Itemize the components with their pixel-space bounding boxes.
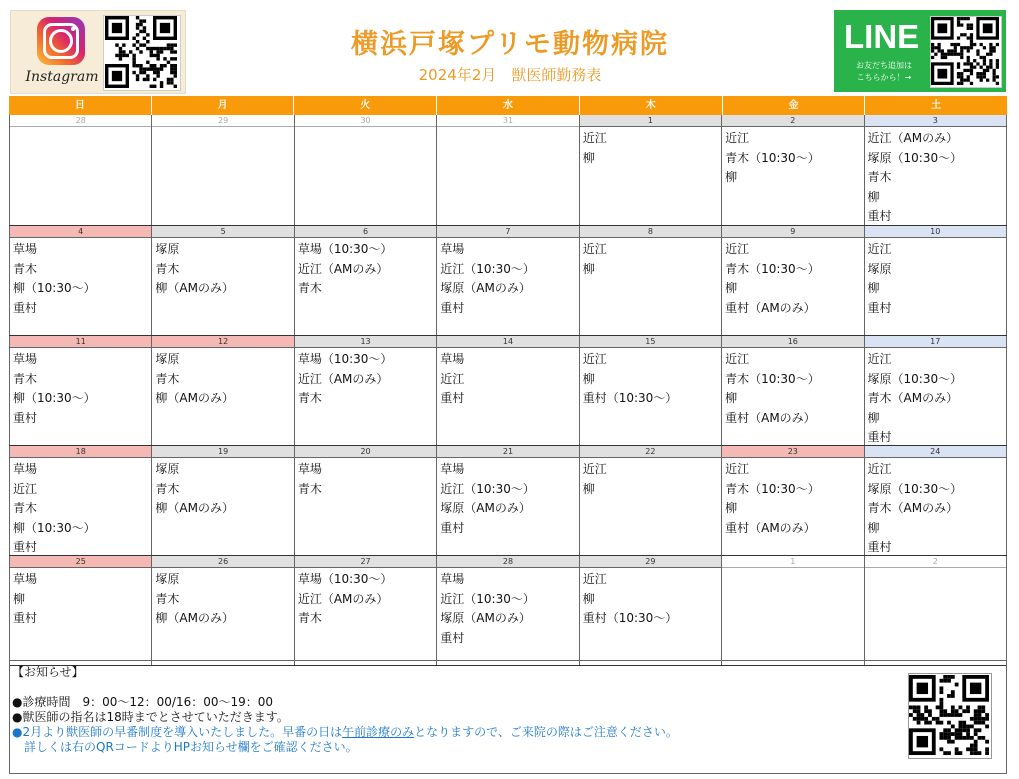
doctor-entry: 柳 <box>725 281 738 295</box>
day-number: 26 <box>152 556 293 568</box>
calendar-day <box>295 446 437 555</box>
calendar-day <box>295 115 437 225</box>
weekday-label: 水 <box>437 96 580 115</box>
day-number: 12 <box>152 336 293 348</box>
doctor-list <box>580 568 721 629</box>
day-number: 7 <box>437 226 578 238</box>
doctor-list <box>580 238 721 279</box>
day-number: 28 <box>437 556 578 568</box>
doctor-entry: 青木 <box>297 391 322 405</box>
doctor-entry: 青木（10:30～） <box>725 481 820 496</box>
calendar-week <box>9 556 1007 666</box>
doctor-entry: 青木（10:30～） <box>725 371 820 386</box>
doctor-entry: 青木（10:30～） <box>725 261 820 276</box>
doctor-entry: 柳 <box>582 371 595 386</box>
calendar-day <box>152 115 294 225</box>
doctor-list <box>722 458 863 538</box>
calendar-day <box>9 336 152 445</box>
weekday-label: 土 <box>931 100 942 111</box>
doctor-entry: 草場 <box>440 242 465 256</box>
day-number: 19 <box>152 446 293 458</box>
doctor-entry: 重村 <box>440 520 465 535</box>
day-number: 30 <box>295 115 436 127</box>
day-number: 16 <box>722 336 863 348</box>
day-number: 20 <box>295 446 436 458</box>
calendar-day <box>580 226 722 335</box>
day-number: 22 <box>580 446 721 458</box>
doctor-entry: 近江（10:30～） <box>440 591 535 606</box>
doctor-entry: 近江 <box>582 352 607 366</box>
weekday-label: 日 <box>9 96 152 115</box>
day-number: 29 <box>152 115 293 127</box>
calendar-day <box>865 115 1007 225</box>
homepage-qr-code[interactable] <box>908 673 992 759</box>
calendar-day <box>437 115 579 225</box>
day-number: 8 <box>580 226 721 238</box>
doctor-entry: 重村 <box>440 300 465 315</box>
doctor-entry: 重村 <box>867 209 892 223</box>
doctor-list <box>865 568 1006 570</box>
calendar-day <box>865 556 1007 665</box>
doctor-entry: 近江 <box>725 242 750 256</box>
doctor-entry: 重村 <box>867 430 892 444</box>
calendar-week <box>9 115 1007 226</box>
page-title: 横浜戸塚プリモ動物病院 <box>351 29 669 60</box>
day-number: 25 <box>10 556 151 568</box>
doctor-entry: 柳 <box>867 520 880 535</box>
calendar-day <box>580 446 722 555</box>
notice-hours: ●診療時間 9：00～12：00/16：00～19：00 <box>12 695 274 709</box>
calendar-week <box>9 446 1007 556</box>
notice-heading: 【お知らせ】 <box>12 665 84 679</box>
doctor-entry: 近江（AMのみ） <box>867 131 959 145</box>
duty-calendar <box>9 96 1007 666</box>
doctor-list <box>722 127 863 188</box>
calendar-day <box>580 556 722 665</box>
page-subtitle: 2024年2月 獣医師勤務表 <box>418 66 602 84</box>
line-qr-code[interactable] <box>930 16 1002 88</box>
doctor-entry: 近江（10:30～） <box>440 261 535 276</box>
doctor-list <box>295 568 436 629</box>
doctor-entry: 近江 <box>725 352 750 366</box>
doctor-entry: 近江（10:30～） <box>440 481 535 496</box>
day-number: 13 <box>295 336 436 348</box>
doctor-entry: 草場（10:30～） <box>297 572 393 586</box>
doctor-list <box>722 238 863 318</box>
day-number: 3 <box>865 115 1006 127</box>
doctor-list <box>437 238 578 318</box>
doctor-entry: 柳 <box>867 281 880 295</box>
doctor-entry: 塚原（10:30～） <box>867 481 963 496</box>
notice-details: 詳しくは右のQRコードよりHPお知らせ欄をご確認ください。 <box>12 740 358 754</box>
calendar-day <box>9 115 152 225</box>
doctor-entry: 柳 <box>582 261 595 276</box>
doctor-list <box>722 348 863 428</box>
doctor-entry: 青木 <box>297 281 322 295</box>
doctor-entry: 青木 <box>297 481 322 496</box>
doctor-list <box>152 568 293 629</box>
day-number: 11 <box>10 336 151 348</box>
day-number: 15 <box>580 336 721 348</box>
doctor-entry: 柳（AMのみ） <box>155 501 234 515</box>
calendar-day <box>722 115 864 225</box>
doctor-entry: 重村 <box>440 630 465 645</box>
doctor-entry: 重村 <box>867 540 892 554</box>
doctor-list <box>865 238 1006 318</box>
day-number: 9 <box>722 226 863 238</box>
doctor-list <box>10 568 151 629</box>
day-number: 5 <box>152 226 293 238</box>
doctor-entry: 近江 <box>582 462 607 476</box>
calendar-week <box>9 336 1007 446</box>
doctor-entry: 重村（AMのみ） <box>725 520 816 535</box>
doctor-entry: 近江 <box>440 371 465 386</box>
doctor-entry: 青木（10:30～） <box>725 150 820 165</box>
doctor-entry: 青木（AMのみ） <box>867 501 959 515</box>
doctor-entry: 塚原（AMのみ） <box>440 501 531 515</box>
doctor-list <box>580 127 721 168</box>
notice-am-only: 午前診療のみ <box>342 725 415 739</box>
weekday-label: 火 <box>294 96 437 115</box>
doctor-entry: 青木（AMのみ） <box>867 391 959 405</box>
doctor-entry: 柳（AMのみ） <box>155 391 234 405</box>
doctor-entry: 草場 <box>13 242 38 256</box>
doctor-entry: 塚原 <box>867 261 892 276</box>
doctor-entry: 近江 <box>13 481 38 496</box>
doctor-entry: 塚原（AMのみ） <box>440 611 531 625</box>
calendar-day <box>295 336 437 445</box>
calendar-day <box>295 226 437 335</box>
calendar-day <box>437 226 579 335</box>
doctor-entry: 近江 <box>725 131 750 145</box>
doctor-entry: 青木 <box>155 591 180 606</box>
calendar-day <box>9 446 152 555</box>
day-number: 4 <box>10 226 151 238</box>
weekday-label: 木 <box>580 96 723 115</box>
day-number: 21 <box>437 446 578 458</box>
weekday-label: 月 <box>152 96 295 115</box>
calendar-day <box>9 226 152 335</box>
doctor-entry: 近江 <box>582 572 607 586</box>
doctor-entry: 青木 <box>13 501 38 515</box>
doctor-entry: 柳 <box>582 591 595 606</box>
doctor-entry: 草場（10:30～） <box>297 242 393 256</box>
doctor-entry: 草場 <box>440 462 465 476</box>
calendar-day <box>152 226 294 335</box>
doctor-entry: 青木 <box>155 371 180 386</box>
doctor-entry: 草場 <box>440 352 465 366</box>
calendar-day <box>722 446 864 555</box>
day-number: 18 <box>10 446 151 458</box>
line-banner[interactable] <box>834 10 1006 92</box>
instagram-qr-code[interactable] <box>103 15 181 91</box>
doctor-entry: 塚原（10:30～） <box>867 371 963 386</box>
doctor-list <box>437 458 578 538</box>
calendar-day <box>152 556 294 665</box>
day-number: 17 <box>865 336 1006 348</box>
doctor-entry: 塚原 <box>155 572 180 586</box>
doctor-list <box>437 127 578 129</box>
doctor-list <box>580 458 721 499</box>
doctor-list <box>437 568 578 648</box>
doctor-entry: 柳 <box>13 591 26 606</box>
doctor-entry: 柳 <box>582 481 595 496</box>
doctor-entry: 重村（10:30～） <box>582 611 678 625</box>
doctor-entry: 近江（AMのみ） <box>297 261 389 276</box>
day-number: 6 <box>295 226 436 238</box>
doctor-list <box>295 458 436 499</box>
doctor-entry: 塚原 <box>155 242 180 256</box>
doctor-entry: 柳 <box>867 410 880 425</box>
doctor-entry: 青木 <box>13 261 38 276</box>
doctor-entry: 近江 <box>867 352 892 366</box>
doctor-list <box>865 127 1006 225</box>
doctor-list <box>295 127 436 129</box>
doctor-entry: 近江 <box>582 242 607 256</box>
doctor-entry: 重村 <box>13 300 38 315</box>
doctor-entry: 柳（AMのみ） <box>155 611 234 625</box>
doctor-entry: 柳 <box>725 170 738 184</box>
doctor-entry: 近江 <box>867 242 892 256</box>
doctor-list <box>722 568 863 570</box>
doctor-entry: 重村 <box>867 300 892 315</box>
calendar-day <box>9 556 152 665</box>
doctor-entry: 重村 <box>440 391 465 405</box>
calendar-day <box>865 446 1007 555</box>
doctor-entry: 草場 <box>440 572 465 586</box>
day-number: 1 <box>722 556 863 568</box>
doctor-entry: 近江（AMのみ） <box>297 371 389 386</box>
day-number: 28 <box>10 115 151 127</box>
calendar-week <box>9 226 1007 336</box>
doctor-entry: 塚原（AMのみ） <box>440 281 531 295</box>
doctor-list <box>152 127 293 129</box>
doctor-entry: 青木 <box>13 371 38 386</box>
doctor-list <box>10 458 151 555</box>
doctor-list <box>865 348 1006 445</box>
doctor-list <box>152 458 293 519</box>
notice-nomination: ●獣医師の指名は18時までとさせていただきます。 <box>12 710 289 724</box>
doctor-entry: 青木 <box>297 611 322 625</box>
doctor-list <box>865 458 1006 555</box>
calendar-day <box>437 336 579 445</box>
calendar-day <box>295 556 437 665</box>
calendar-day <box>865 336 1007 445</box>
doctor-entry: 近江（AMのみ） <box>297 591 389 606</box>
calendar-weeks <box>9 115 1007 666</box>
day-number: 23 <box>722 446 863 458</box>
day-number: 31 <box>437 115 578 127</box>
doctor-entry: 柳（10:30～） <box>13 391 96 405</box>
doctor-entry: 重村 <box>13 540 38 554</box>
doctor-entry: 草場 <box>13 572 38 586</box>
doctor-entry: 草場 <box>13 462 38 476</box>
calendar-day <box>580 115 722 225</box>
doctor-entry: 近江 <box>582 131 607 145</box>
doctor-entry: 草場 <box>13 352 38 366</box>
doctor-list <box>152 348 293 409</box>
doctor-list <box>437 348 578 409</box>
doctor-entry: 近江 <box>867 462 892 476</box>
doctor-entry: 柳 <box>867 189 880 204</box>
calendar-day <box>580 336 722 445</box>
day-number: 1 <box>580 115 721 127</box>
doctor-entry: 柳（AMのみ） <box>155 281 234 295</box>
doctor-entry: 柳 <box>725 501 738 515</box>
doctor-entry: 青木 <box>867 170 892 184</box>
notice-box <box>9 660 1007 774</box>
doctor-list <box>295 348 436 409</box>
day-number: 29 <box>580 556 721 568</box>
instagram-banner[interactable] <box>10 10 186 94</box>
weekday-label: 金 <box>723 96 866 115</box>
day-number: 2 <box>865 556 1006 568</box>
doctor-entry: 塚原 <box>155 352 180 366</box>
doctor-entry: 近江 <box>725 462 750 476</box>
day-number: 10 <box>865 226 1006 238</box>
calendar-day <box>152 336 294 445</box>
notice-early-shift: ●2月より獣医師の早番制度を導入いたしました。早番の日は午前診療のみとなりますので、ご来院の際はご注意ください。 <box>12 725 678 739</box>
line-add-friend-text: お友だち追加は こちらから！→ <box>856 61 912 82</box>
weekday-header <box>9 96 1007 115</box>
doctor-list <box>10 348 151 428</box>
doctor-entry: 柳（10:30～） <box>13 281 96 295</box>
instagram-label: Instagram <box>25 69 99 85</box>
doctor-list <box>295 238 436 299</box>
doctor-list <box>152 238 293 299</box>
doctor-list <box>10 238 151 318</box>
doctor-entry: 重村 <box>13 410 38 425</box>
calendar-day <box>722 556 864 665</box>
calendar-day <box>722 336 864 445</box>
doctor-list <box>580 348 721 409</box>
day-number: 24 <box>865 446 1006 458</box>
day-number: 14 <box>437 336 578 348</box>
doctor-entry: 草場 <box>297 462 322 476</box>
doctor-entry: 塚原（10:30～） <box>867 150 963 165</box>
doctor-entry: 草場（10:30～） <box>297 352 393 366</box>
doctor-entry: 重村（AMのみ） <box>725 300 816 315</box>
calendar-day <box>152 446 294 555</box>
doctor-entry: 重村（10:30～） <box>582 391 678 405</box>
day-number: 27 <box>295 556 436 568</box>
calendar-day <box>722 226 864 335</box>
doctor-list <box>10 127 151 129</box>
calendar-day <box>865 226 1007 335</box>
doctor-entry: 重村 <box>13 611 38 625</box>
calendar-day <box>437 556 579 665</box>
instagram-icon <box>37 17 85 65</box>
doctor-entry: 青木 <box>155 481 180 496</box>
line-label: LINE <box>844 18 920 55</box>
doctor-entry: 柳 <box>725 391 738 405</box>
calendar-day <box>437 446 579 555</box>
doctor-entry: 重村（AMのみ） <box>725 410 816 425</box>
doctor-entry: 柳 <box>582 150 595 165</box>
day-number: 2 <box>722 115 863 127</box>
doctor-entry: 柳（10:30～） <box>13 520 96 535</box>
doctor-entry: 青木 <box>155 261 180 276</box>
doctor-entry: 塚原 <box>155 462 180 476</box>
